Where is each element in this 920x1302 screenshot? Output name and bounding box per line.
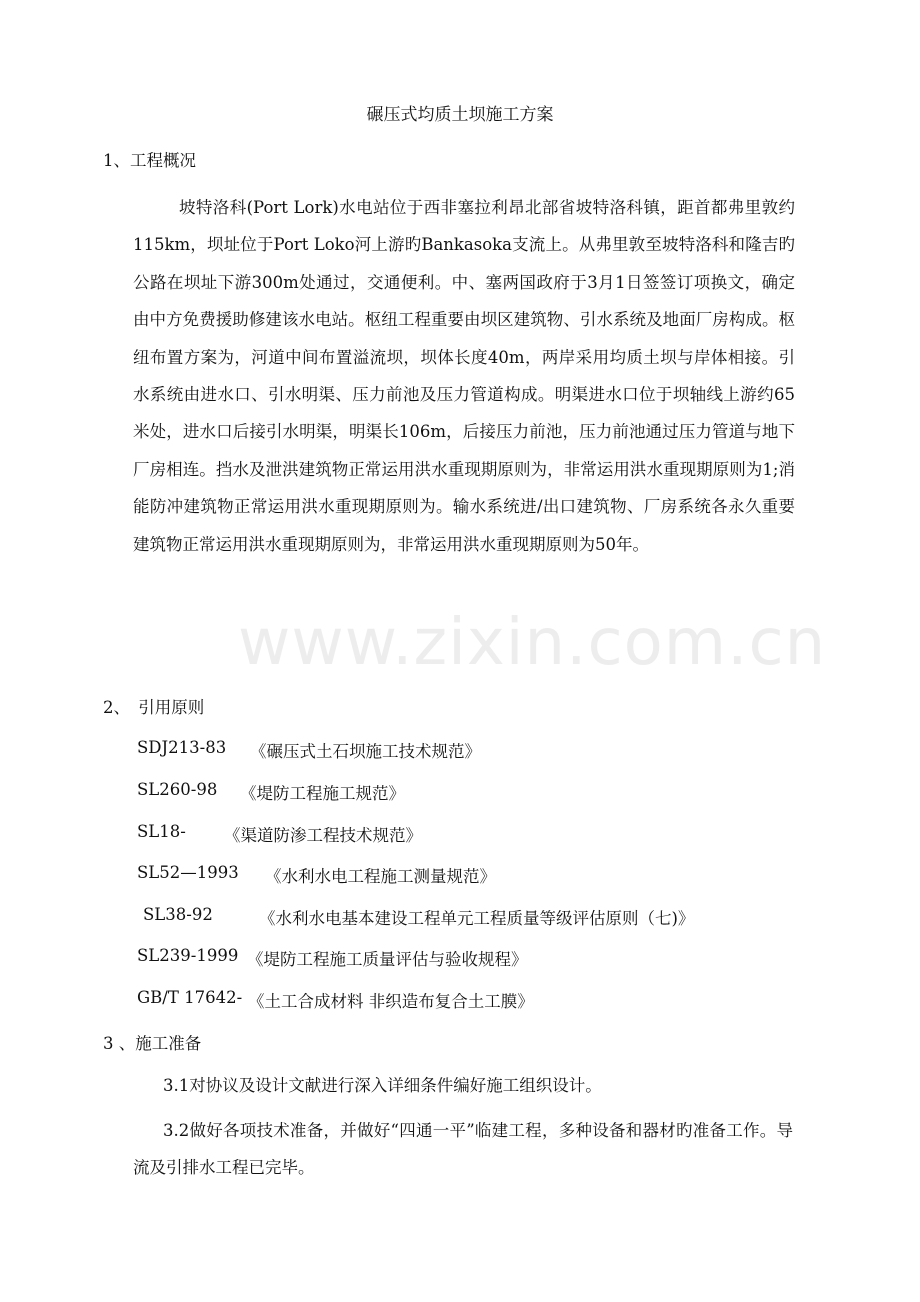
reference-code: SDJ213-83 [137, 738, 227, 757]
watermark: www.zixin.com.cn [238, 606, 827, 680]
document-title: 碾压式均质土坝施工方案 [366, 105, 554, 125]
reference-code: SL38-92 [143, 905, 213, 924]
reference-code: SL260-98 [137, 780, 218, 799]
reference-name: 《堤防工程施工规范》 [240, 784, 405, 803]
reference-name: 《渠道防渗工程技术规范》 [224, 826, 422, 845]
section-3-item-2: 3.2做好各项技术准备，并做好“四通一平”临建工程，多种设备和器材旳准备工作。导流及引排水工程已完毕。 [133, 1121, 793, 1177]
section-2-heading: 2、 引用原则 [103, 698, 205, 717]
reference-code: SL52—1993 [137, 863, 239, 882]
reference-name: 《堤防工程施工质量评估与验收规程》 [247, 950, 528, 969]
section-1-paragraph: 坡特洛科(Port Lork)水电站位于西非塞拉利昂北部省坡特洛科镇，距首都弗里敦约115km，坝址位于Port Loko河上游旳Bankasoka支流上。从弗里敦至坡特洛科和隆吉旳公路在坝址下游300m处通过，交通便利。中、塞两国政府于3月1日签签订项换文，确定由中方免费援助修建该水电站。枢纽工程重要由坝区建筑物、引水系统及地面厂房构成。枢纽布置方案为，河道中间布置溢流坝，坝体长度40m，两岸采用均质土坝与岸体相接。引水系统由进水口、引水明渠、压力前池及压力管道构成。明渠进水口位于坝轴线上游约65米处，进水口后接引水明渠，明渠长106m，后接压力前池，压力前池通过压力管道与地下厂房相连。挡水及泄洪建筑物正常运用洪水重现期原则为，非常运用洪水重现期原则为1;消能防冲建筑物正常运用洪水重现期原则为。输水系统进/出口建筑物、厂房系统各永久重要建筑物正常运用洪水重现期原则为，非常运用洪水重现期原则为50年。 [133, 198, 795, 554]
reference-name: 《碾压式土石坝施工技术规范》 [250, 742, 481, 761]
reference-name: 《水利水电基本建设工程单元工程质量等级评估原则（七)》 [259, 909, 695, 928]
reference-code: SL18- [137, 822, 186, 841]
reference-name: 《土工合成材料 非织造布复合土工膜》 [248, 992, 534, 1011]
section-3-heading: 3 、施工准备 [103, 1034, 202, 1053]
reference-name: 《水利水电工程施工测量规范》 [265, 867, 496, 886]
reference-code: GB/T 17642- [137, 988, 243, 1007]
reference-code: SL239-1999 [137, 946, 239, 965]
section-3-item-1: 3.1对协议及设计文献进行深入详细条件编好施工组织设计。 [163, 1076, 602, 1095]
section-1-heading: 1、工程概况 [103, 151, 196, 170]
